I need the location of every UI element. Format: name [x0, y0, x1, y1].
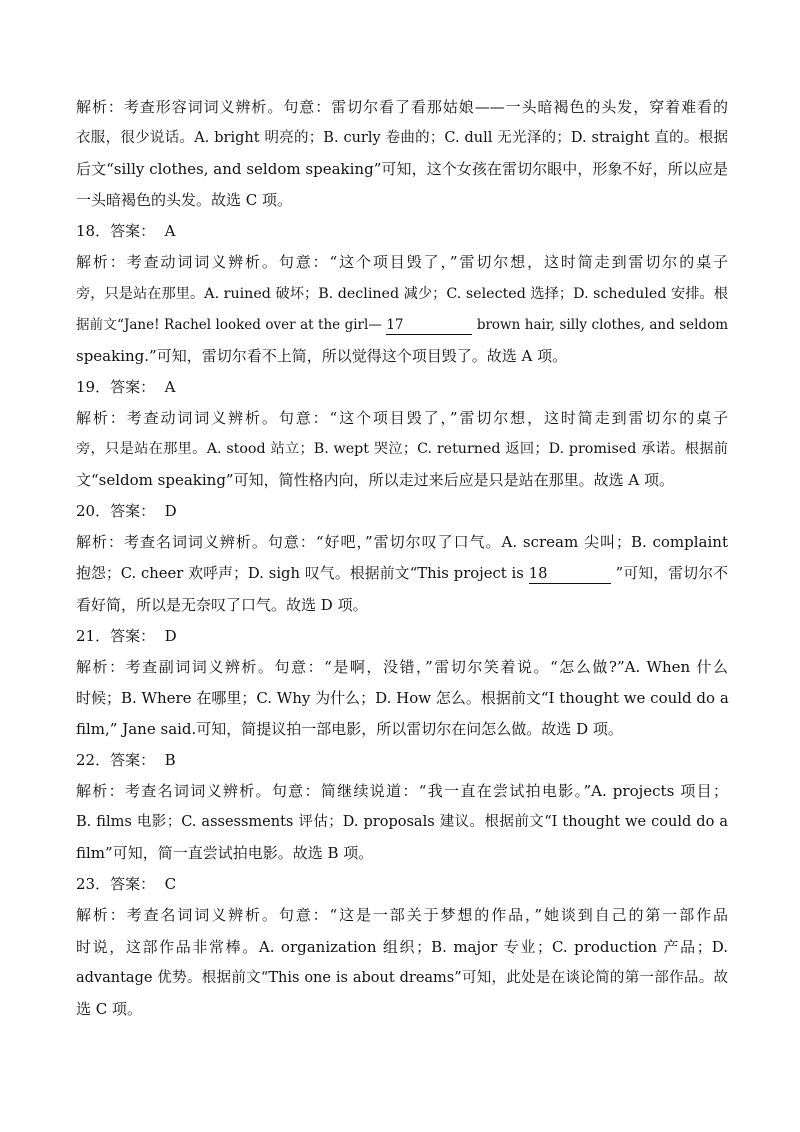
q22-line-1: 解析：考查名词词义辨析。句意：简继续说道：“我一直在尝试拍电影。”A. projects 项目；	[76, 782, 728, 801]
q18-answer: 18．答案： A	[76, 222, 176, 241]
q18-line-1: 解析：考查动词词义辨析。句意：“这个项目毁了，”雷切尔想，这时简走到雷切尔的桌子	[76, 253, 728, 272]
q18-line-2: 旁，只是站在那里。A. ruined 破坏；B. declined 减少；C. selected 选择；D. scheduled 安排。根	[76, 285, 728, 302]
q23-answer: 23．答案： C	[76, 875, 177, 894]
q23-line-3: advantage 优势。根据前文“This one is about dreams”可知，此处是在谈论简的第一部作品。故	[76, 969, 728, 986]
q21-line-2: 时候；B. Where 在哪里；C. Why 为什么；D. How 怎么。根据前文“I thought we could do a	[76, 688, 729, 707]
q18-line-4: speaking.”可知，雷切尔看不上简，所以觉得这个项目毁了。故选 A 项。	[76, 346, 568, 365]
q18-line-3-after: brown hair, silly clothes, and seldom	[476, 316, 729, 333]
q19-line-3: 文“seldom speaking”可知，简性格内向，所以走过来后应是只是站在那里。故选 A 项。	[76, 471, 674, 490]
q17-line-2: 衣服，很少说话。A. bright 明亮的；B. curly 卷曲的；C. dull 无光泽的；D. straight 直的。根据	[76, 130, 728, 147]
blank-18: 18	[529, 565, 611, 584]
q23-line-2: 时说，这部作品非常棒。A. organization 组织；B. major 专业；C. production 产品；D.	[76, 937, 728, 956]
q19-answer: 19．答案： A	[76, 377, 176, 396]
q20-line-3: 看好简，所以是无奈叹了口气。故选 D 项。	[76, 595, 368, 614]
q20-line-2	[76, 558, 728, 589]
q22-answer: 22．答案： B	[76, 750, 176, 769]
q23-line-1: 解析：考查名词词义辨析。句意：“这是一部关于梦想的作品，”她谈到自己的第一部作品	[76, 906, 728, 925]
q19-line-2: 旁，只是站在那里。A. stood 站立；B. wept 哭泣；C. returned 返回；D. promised 承诺。根据前	[76, 441, 728, 458]
q20-answer: 20．答案： D	[76, 502, 177, 521]
q23-explanation	[76, 900, 728, 1024]
q22-line-2: B. films 电影；C. assessments 评估；D. proposals 建议。根据前文“I thought we could do a	[76, 814, 728, 831]
q18-line-3-before: 据前文“Jane! Rachel looked over at the girl—	[76, 316, 382, 333]
q18-explanation	[76, 247, 728, 371]
q21-answer: 21．答案： D	[76, 626, 177, 645]
q22-explanation	[76, 776, 728, 869]
q17-explanation	[76, 92, 728, 216]
q20-line-2-after: ”可知，雷切尔不	[615, 565, 728, 583]
q20-explanation	[76, 527, 728, 620]
blank-17: 17	[386, 316, 472, 335]
q18-line-3	[76, 310, 728, 341]
q19-explanation	[76, 403, 728, 496]
q17-line-4: 一头暗褐色的头发。故选 C 项。	[76, 191, 293, 210]
q21-line-1: 解析：考查副词词义辨析。句意：“是啊，没错，”雷切尔笑着说。“怎么做?”A. When 什么	[76, 657, 728, 676]
q17-line-3: 后文“silly clothes, and seldom speaking”可知，这个女孩在雷切尔眼中，形象不好，所以应是	[76, 160, 728, 179]
q21-line-3: film,” Jane said.可知，简提议拍一部电影，所以雷切尔在问怎么做。故选 D 项。	[76, 719, 623, 738]
q20-line-1: 解析：考查名词词义辨析。句意：“好吧，”雷切尔叹了口气。A. scream 尖叫；B. complaint	[76, 533, 728, 552]
q17-line-1: 解析：考查形容词词义辨析。句意：雷切尔看了看那姑娘——一头暗褐色的头发，穿着难看的	[76, 98, 728, 116]
q20-line-2-before: 抱怨；C. cheer 欢呼声；D. sigh 叹气。根据前文“This project is	[76, 565, 524, 583]
q21-explanation	[76, 652, 728, 745]
q19-line-1: 解析：考查动词词义辨析。句意：“这个项目毁了，”雷切尔想，这时简走到雷切尔的桌子	[76, 408, 728, 427]
document-page	[76, 92, 728, 1025]
q23-line-4: 选 C 项。	[76, 999, 143, 1018]
q22-line-3: film”可知，简一直尝试拍电影。故选 B 项。	[76, 844, 374, 863]
